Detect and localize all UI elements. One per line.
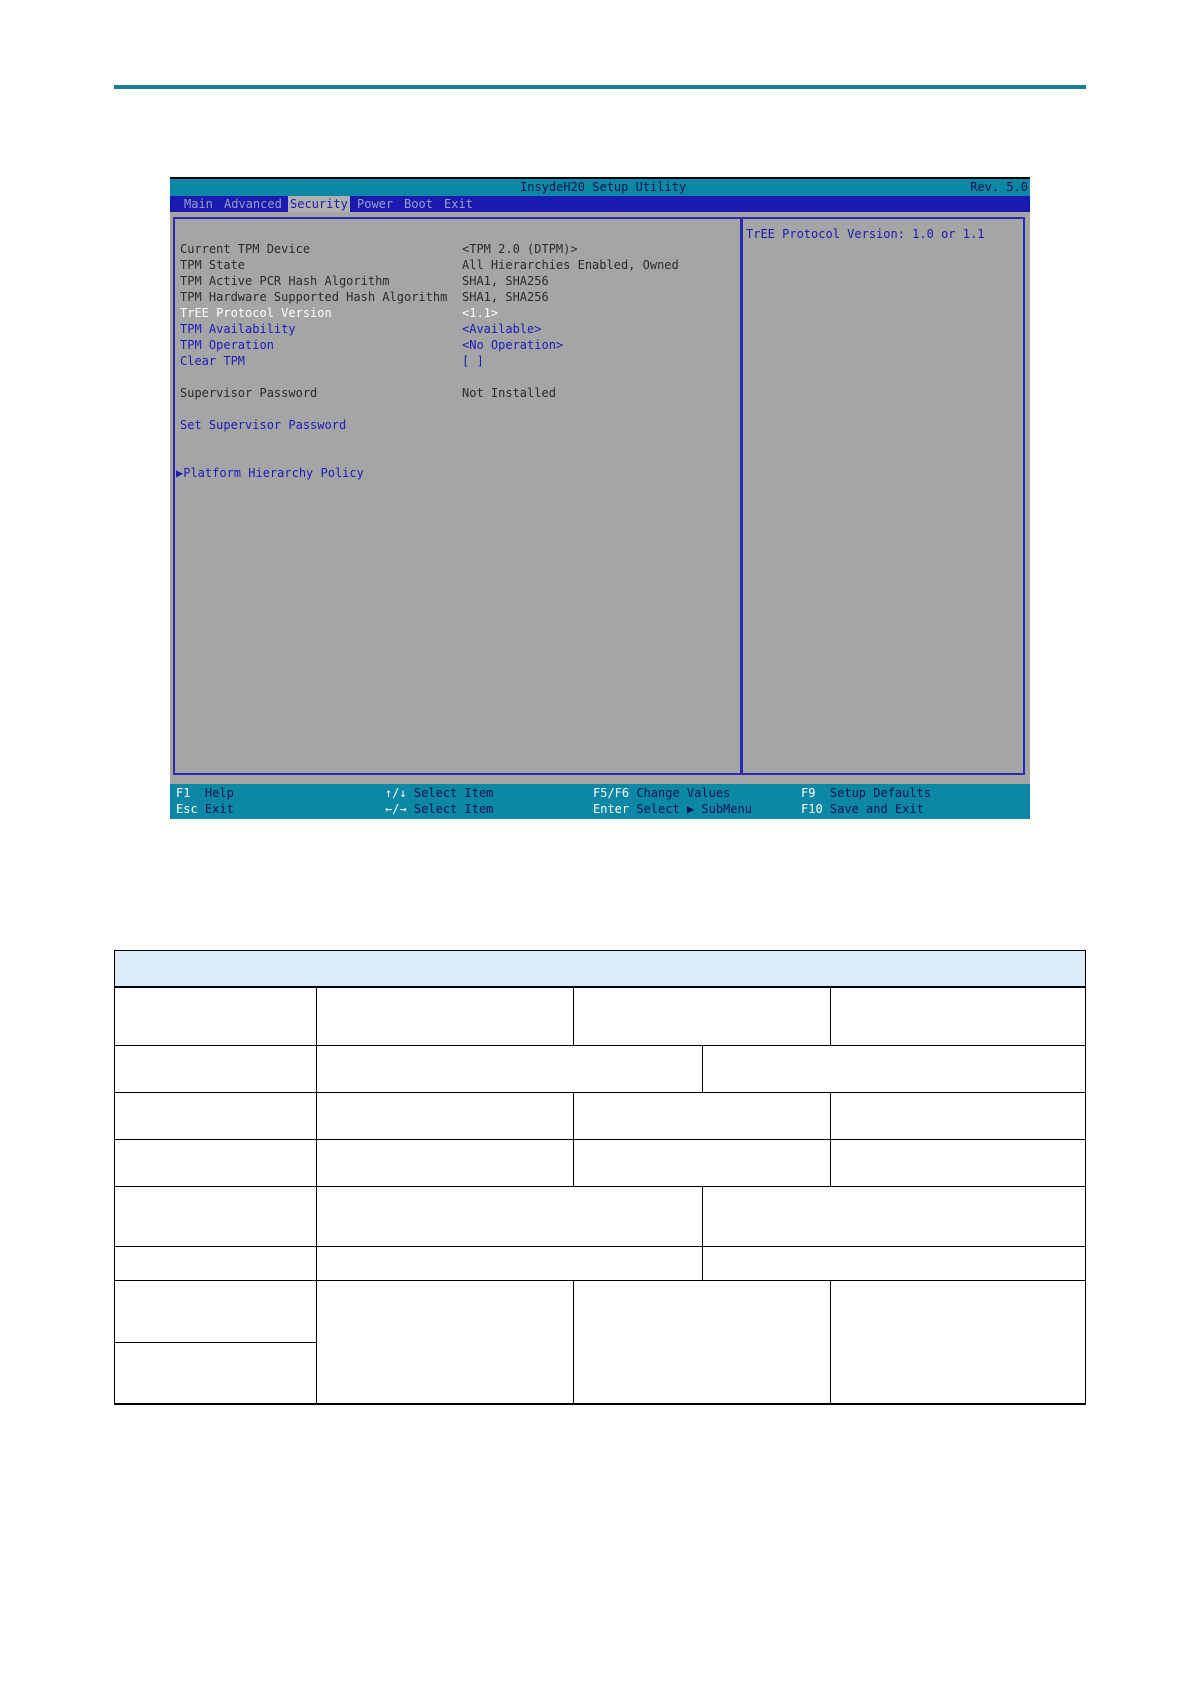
table-cell	[114, 1342, 317, 1405]
key-desc: Select Item	[413, 786, 494, 800]
menu-exit[interactable]: Exit	[444, 197, 473, 211]
row-set-supervisor-password[interactable]	[180, 417, 347, 433]
table-cell	[830, 1092, 1086, 1140]
row-label: TPM Hardware Supported Hash Algorithm	[180, 290, 448, 304]
key-label: ↑/↓	[385, 786, 407, 800]
table-cell	[114, 1092, 317, 1140]
key-desc: Setup Defaults	[829, 786, 932, 800]
row-tree-protocol-version[interactable]	[180, 305, 499, 321]
row-value[interactable]: <No Operation>	[462, 338, 564, 352]
table-cell	[114, 1280, 317, 1343]
row-label: TrEE Protocol Version	[180, 306, 332, 320]
menu-advanced[interactable]: Advanced	[224, 197, 282, 211]
table-header-row	[114, 950, 1086, 988]
key-select-horizontal	[385, 801, 493, 817]
key-save-exit	[801, 801, 924, 817]
row-label[interactable]: Set Supervisor Password	[180, 418, 347, 432]
key-label: ←/→	[385, 802, 407, 816]
table-cell	[114, 986, 317, 1046]
help-text: TrEE Protocol Version: 1.0 or 1.1	[746, 227, 985, 241]
bios-body	[170, 212, 1030, 784]
table-cell	[316, 1246, 703, 1281]
help-pane	[742, 217, 1025, 775]
row-label: TPM Operation	[180, 338, 274, 352]
key-desc: Save and Exit	[829, 802, 924, 816]
table-cell	[830, 1139, 1086, 1187]
table-cell	[316, 1186, 703, 1247]
table-cell	[316, 1045, 703, 1093]
table-cell	[830, 1280, 1086, 1405]
key-select-vertical	[385, 785, 493, 801]
key-label: F9	[801, 786, 816, 800]
table-cell	[316, 986, 574, 1046]
row-current-tpm-device	[180, 241, 578, 257]
key-desc: Help	[204, 786, 234, 800]
menu-power[interactable]: Power	[357, 197, 394, 211]
key-label: F5/F6	[593, 786, 630, 800]
key-label: Enter	[593, 802, 630, 816]
menu-boot[interactable]: Boot	[404, 197, 433, 211]
table-cell	[114, 1045, 317, 1093]
row-label: Supervisor Password	[180, 386, 318, 400]
bios-revision: Rev. 5.0	[970, 180, 1028, 194]
row-value[interactable]: <1.1>	[462, 306, 499, 320]
key-select-submenu	[593, 801, 752, 817]
row-value[interactable]: <Available>	[462, 322, 542, 336]
row-label: TPM State	[180, 258, 246, 272]
bios-menu-bar	[170, 196, 1030, 212]
row-platform-hierarchy-policy[interactable]	[176, 465, 364, 481]
key-label: Esc	[176, 802, 198, 816]
table-cell	[573, 1139, 831, 1187]
bios-title-bar	[170, 179, 1030, 196]
empty-table	[114, 950, 1086, 1405]
table-cell	[702, 1246, 1086, 1281]
row-value: <TPM 2.0 (DTPM)>	[462, 242, 578, 256]
table-cell	[702, 1186, 1086, 1247]
row-tpm-state	[180, 257, 679, 273]
row-tpm-operation[interactable]	[180, 337, 564, 353]
settings-pane	[173, 217, 742, 775]
row-value: All Hierarchies Enabled, Owned	[462, 258, 679, 272]
key-help	[176, 785, 234, 801]
key-desc: Select ▶ SubMenu	[636, 802, 752, 816]
table-cell	[316, 1280, 574, 1405]
submenu-link[interactable]: ▶Platform Hierarchy Policy	[176, 466, 364, 480]
row-tpm-availability[interactable]	[180, 321, 542, 337]
row-clear-tpm[interactable]	[180, 353, 484, 369]
key-exit	[176, 801, 234, 817]
row-active-pcr-hash	[180, 273, 549, 289]
table-cell	[316, 1139, 574, 1187]
row-value: SHA1, SHA256	[462, 290, 549, 304]
menu-main[interactable]: Main	[184, 197, 213, 211]
key-desc: Exit	[204, 802, 234, 816]
bios-title: InsydeH20 Setup Utility	[520, 180, 687, 194]
table-cell	[114, 1139, 317, 1187]
table-cell	[114, 1246, 317, 1281]
bios-screenshot	[170, 177, 1030, 819]
table-cell	[316, 1092, 574, 1140]
table-cell	[573, 1092, 831, 1140]
row-label: TPM Active PCR Hash Algorithm	[180, 274, 390, 288]
clear-tpm-checkbox[interactable]: [ ]	[462, 354, 484, 368]
key-label: F10	[801, 802, 823, 816]
key-change-values	[593, 785, 730, 801]
header-rule	[114, 85, 1086, 89]
row-label: TPM Availability	[180, 322, 296, 336]
menu-security[interactable]: Security	[290, 197, 348, 211]
row-supervisor-password	[180, 385, 556, 401]
key-label: F1	[176, 786, 191, 800]
table-cell	[830, 986, 1086, 1046]
key-desc: Select Item	[413, 802, 494, 816]
row-value: SHA1, SHA256	[462, 274, 549, 288]
row-label: Clear TPM	[180, 354, 246, 368]
table-cell	[573, 986, 831, 1046]
row-label: Current TPM Device	[180, 242, 311, 256]
key-desc: Change Values	[636, 786, 731, 800]
table-cell	[702, 1045, 1086, 1093]
table-cell	[573, 1280, 831, 1405]
table-cell	[114, 1186, 317, 1247]
bios-key-legend	[170, 784, 1030, 819]
row-value: Not Installed	[462, 386, 556, 400]
key-setup-defaults	[801, 785, 931, 801]
row-hw-supported-hash	[180, 289, 549, 305]
